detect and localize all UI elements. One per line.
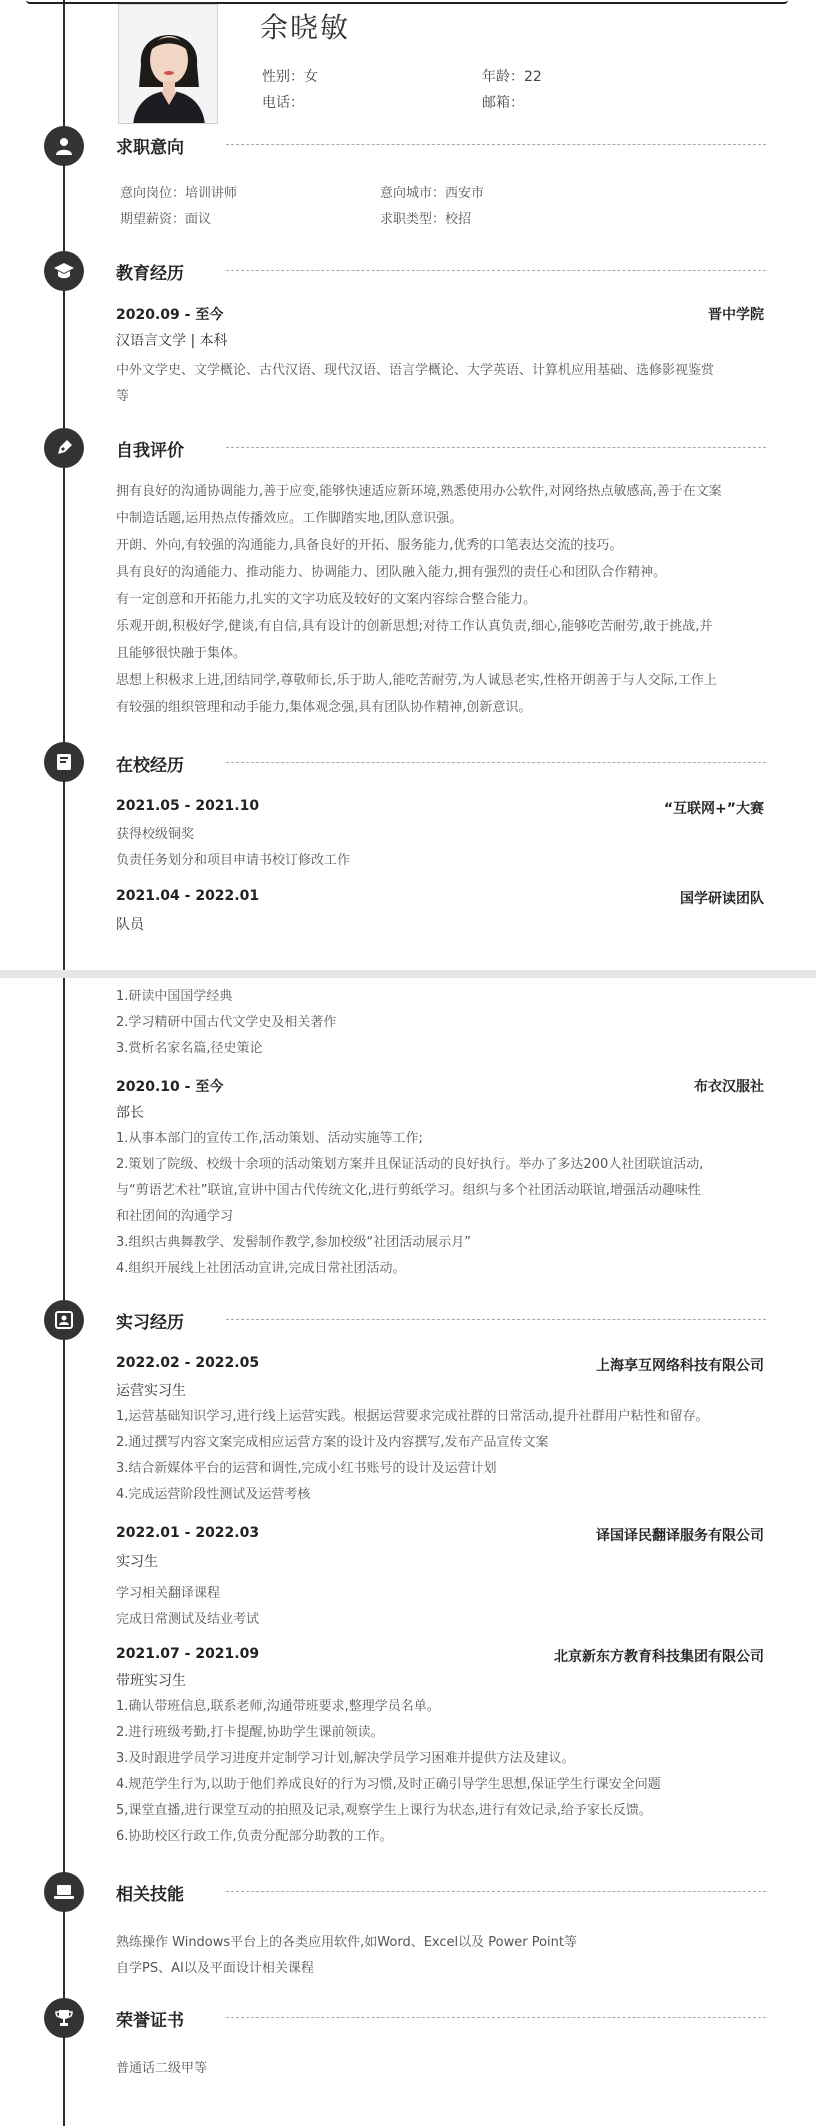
internship-role: 带班实习生 xyxy=(116,1673,186,1689)
internship-line: 2.进行班级考勤,打卡提醒,协助学生课前领读。 xyxy=(116,1725,384,1740)
campus-line: 2.策划了院级、校级十余项的活动策划方案并且保证活动的良好执行。举办了多达200人社团联谊活动, xyxy=(116,1157,704,1172)
trophy-icon xyxy=(44,1998,84,2038)
campus-line: 3.组织古典舞教学、发髻制作教学,参加校级“社团活动展示月” xyxy=(116,1235,472,1250)
self-eval-line: 拥有良好的沟通协调能力,善于应变,能够快速适应新环境,熟悉使用办公软件,对网络热点敏感高,善于在文案 xyxy=(116,484,722,499)
self-eval-line: 有一定创意和开拓能力,扎实的文字功底及较好的文案内容综合整合能力。 xyxy=(116,592,537,607)
internship-line: 1.确认带班信息,联系老师,沟通带班要求,整理学员名单。 xyxy=(116,1699,440,1714)
campus-line: 与“剪语艺术社”联谊,宣讲中国古代传统文化,进行剪纸学习。组织与多个社团活动联谊,增强活动趣味性 xyxy=(116,1183,701,1198)
campus-org: 国学研读团队 xyxy=(680,891,764,907)
section-divider xyxy=(226,1891,766,1892)
campus-org: “互联网+”大赛 xyxy=(663,801,764,817)
internship-line: 4.完成运营阶段性测试及运营考核 xyxy=(116,1487,311,1502)
pen-icon xyxy=(44,428,84,468)
campus-line: 获得校级铜奖 xyxy=(116,827,195,842)
self-eval-line: 有较强的组织管理和动手能力,集体观念强,具有团队协作精神,创新意识。 xyxy=(116,700,532,715)
self-eval-line: 且能够很快融于集体。 xyxy=(116,646,247,661)
section-title-honors: 荣誉证书 xyxy=(116,2011,184,2031)
section-divider xyxy=(226,1319,766,1320)
self-eval-line: 开朗、外向,有较强的沟通能力,具备良好的开拓、服务能力,优秀的口笔表达交流的技巧。 xyxy=(116,538,623,553)
candidate-name: 余晓敏 xyxy=(260,11,351,44)
self-eval-line: 乐观开朗,积极好学,健谈,有自信,具有设计的创新思想;对待工作认真负责,细心,能够吃苦耐劳,敢于挑战,并 xyxy=(116,619,713,634)
graduation-cap-icon xyxy=(44,251,84,291)
laptop-icon xyxy=(44,1872,84,1912)
internship-org: 上海享互网络科技有限公司 xyxy=(596,1358,764,1374)
education-major: 汉语言文学 | 本科 xyxy=(116,333,228,349)
section-divider xyxy=(226,2017,766,2018)
internship-date: 2022.02 - 2022.05 xyxy=(116,1355,260,1371)
internship-line: 3.结合新媒体平台的运营和调性,完成小红书账号的设计及运营计划 xyxy=(116,1461,497,1476)
resume-page-1 xyxy=(0,0,816,970)
campus-line: 4.组织开展线上社团活动宣讲,完成日常社团活动。 xyxy=(116,1261,406,1276)
internship-role: 实习生 xyxy=(116,1554,158,1570)
campus-date: 2021.05 - 2021.10 xyxy=(116,798,260,814)
section-title-education: 教育经历 xyxy=(116,264,184,284)
id-card-icon xyxy=(44,1300,84,1340)
intent-position: 意向岗位：培训讲师 xyxy=(120,186,238,201)
section-title-skills: 相关技能 xyxy=(116,1885,184,1905)
person-icon xyxy=(44,126,84,166)
resume-page-2 xyxy=(0,978,816,2126)
campus-org: 布衣汉服社 xyxy=(694,1079,764,1095)
education-date: 2020.09 - 至今 xyxy=(116,307,224,323)
internship-org: 译国译民翻译服务有限公司 xyxy=(596,1528,764,1544)
section-title-internship: 实习经历 xyxy=(116,1313,184,1333)
section-divider xyxy=(226,447,766,448)
self-eval-line: 思想上积极求上进,团结同学,尊敬师长,乐于助人,能吃苦耐劳,为人诚恳老实,性格开朗善于与人交际,工作上 xyxy=(116,673,717,688)
timeline-line xyxy=(63,978,65,2126)
book-icon xyxy=(44,742,84,782)
honor-item: 普通话二级甲等 xyxy=(116,2061,208,2076)
skill-line: 熟练操作 Windows平台上的各类应用软件,如Word、Excel以及 Power Point等 xyxy=(116,1935,577,1950)
campus-line: 2.学习精研中国古代文学史及相关著作 xyxy=(116,1015,337,1030)
internship-line: 完成日常测试及结业考试 xyxy=(116,1612,260,1627)
education-courses-cont: 等 xyxy=(116,389,130,404)
internship-line: 学习相关翻译课程 xyxy=(116,1586,221,1601)
campus-role: 部长 xyxy=(116,1105,144,1121)
self-eval-line: 中制造话题,运用热点传播效应。工作脚踏实地,团队意识强。 xyxy=(116,511,463,526)
page-gap xyxy=(0,970,816,978)
section-title-campus: 在校经历 xyxy=(116,756,184,776)
campus-line: 3.赏析名家名篇,径史策论 xyxy=(116,1041,263,1056)
internship-org: 北京新东方教育科技集团有限公司 xyxy=(554,1649,764,1665)
section-divider xyxy=(226,144,766,145)
section-divider xyxy=(226,270,766,271)
self-eval-line: 具有良好的沟通能力、推动能力、协调能力、团队融入能力,拥有强烈的责任心和团队合作精神。 xyxy=(116,565,667,580)
internship-line: 4.规范学生行为,以助于他们养成良好的行为习惯,及时正确引导学生思想,保证学生行课安全问题 xyxy=(116,1777,661,1792)
internship-line: 1,运营基础知识学习,进行线上运营实践。根据运营要求完成社群的日常活动,提升社群用户粘性和留存。 xyxy=(116,1409,709,1424)
phone-field: 电话： xyxy=(262,95,304,111)
intent-city: 意向城市：西安市 xyxy=(380,186,485,201)
internship-date: 2021.07 - 2021.09 xyxy=(116,1646,260,1662)
internship-line: 2.通过撰写内容文案完成相应运营方案的设计及内容撰写,发布产品宣传文案 xyxy=(116,1435,549,1450)
gender-field: 性别：女 xyxy=(262,69,318,85)
campus-line: 和社团间的沟通学习 xyxy=(116,1209,234,1224)
internship-date: 2022.01 - 2022.03 xyxy=(116,1525,260,1541)
campus-lines-block xyxy=(116,1126,766,1282)
campus-role: 队员 xyxy=(116,917,144,933)
intent-type: 求职类型：校招 xyxy=(380,212,472,227)
internship-lines-block xyxy=(116,1404,766,1508)
skill-line: 自学PS、AI以及平面设计相关课程 xyxy=(116,1961,314,1976)
campus-line: 1.从事本部门的宣传工作,活动策划、活动实施等工作; xyxy=(116,1131,423,1146)
campus-line: 负责任务划分和项目申请书校订修改工作 xyxy=(116,853,351,868)
internship-lines-block xyxy=(116,1694,766,1850)
section-title-self-eval: 自我评价 xyxy=(116,441,184,461)
education-school: 晋中学院 xyxy=(708,307,764,323)
email-field: 邮箱： xyxy=(482,95,524,111)
campus-date: 2021.04 - 2022.01 xyxy=(116,888,260,904)
internship-role: 运营实习生 xyxy=(116,1383,186,1399)
avatar xyxy=(118,4,218,124)
age-field: 年龄：22 xyxy=(482,69,542,85)
self-eval-block xyxy=(116,478,766,721)
section-title-intent: 求职意向 xyxy=(116,138,184,158)
campus-date: 2020.10 - 至今 xyxy=(116,1079,224,1095)
internship-line: 5,课堂直播,进行课堂互动的拍照及记录,观察学生上课行为状态,进行有效记录,给予家长反馈。 xyxy=(116,1803,652,1818)
education-courses: 中外文学史、文学概论、古代汉语、现代汉语、语言学概论、大学英语、计算机应用基础、选修影视鉴赏 xyxy=(116,363,715,378)
campus-line: 1.研读中国国学经典 xyxy=(116,989,233,1004)
intent-salary: 期望薪资：面议 xyxy=(120,212,212,227)
internship-line: 3.及时跟进学员学习进度并定制学习计划,解决学员学习困难并提供方法及建议。 xyxy=(116,1751,575,1766)
internship-line: 6.协助校区行政工作,负责分配部分助教的工作。 xyxy=(116,1829,393,1844)
section-divider xyxy=(226,762,766,763)
